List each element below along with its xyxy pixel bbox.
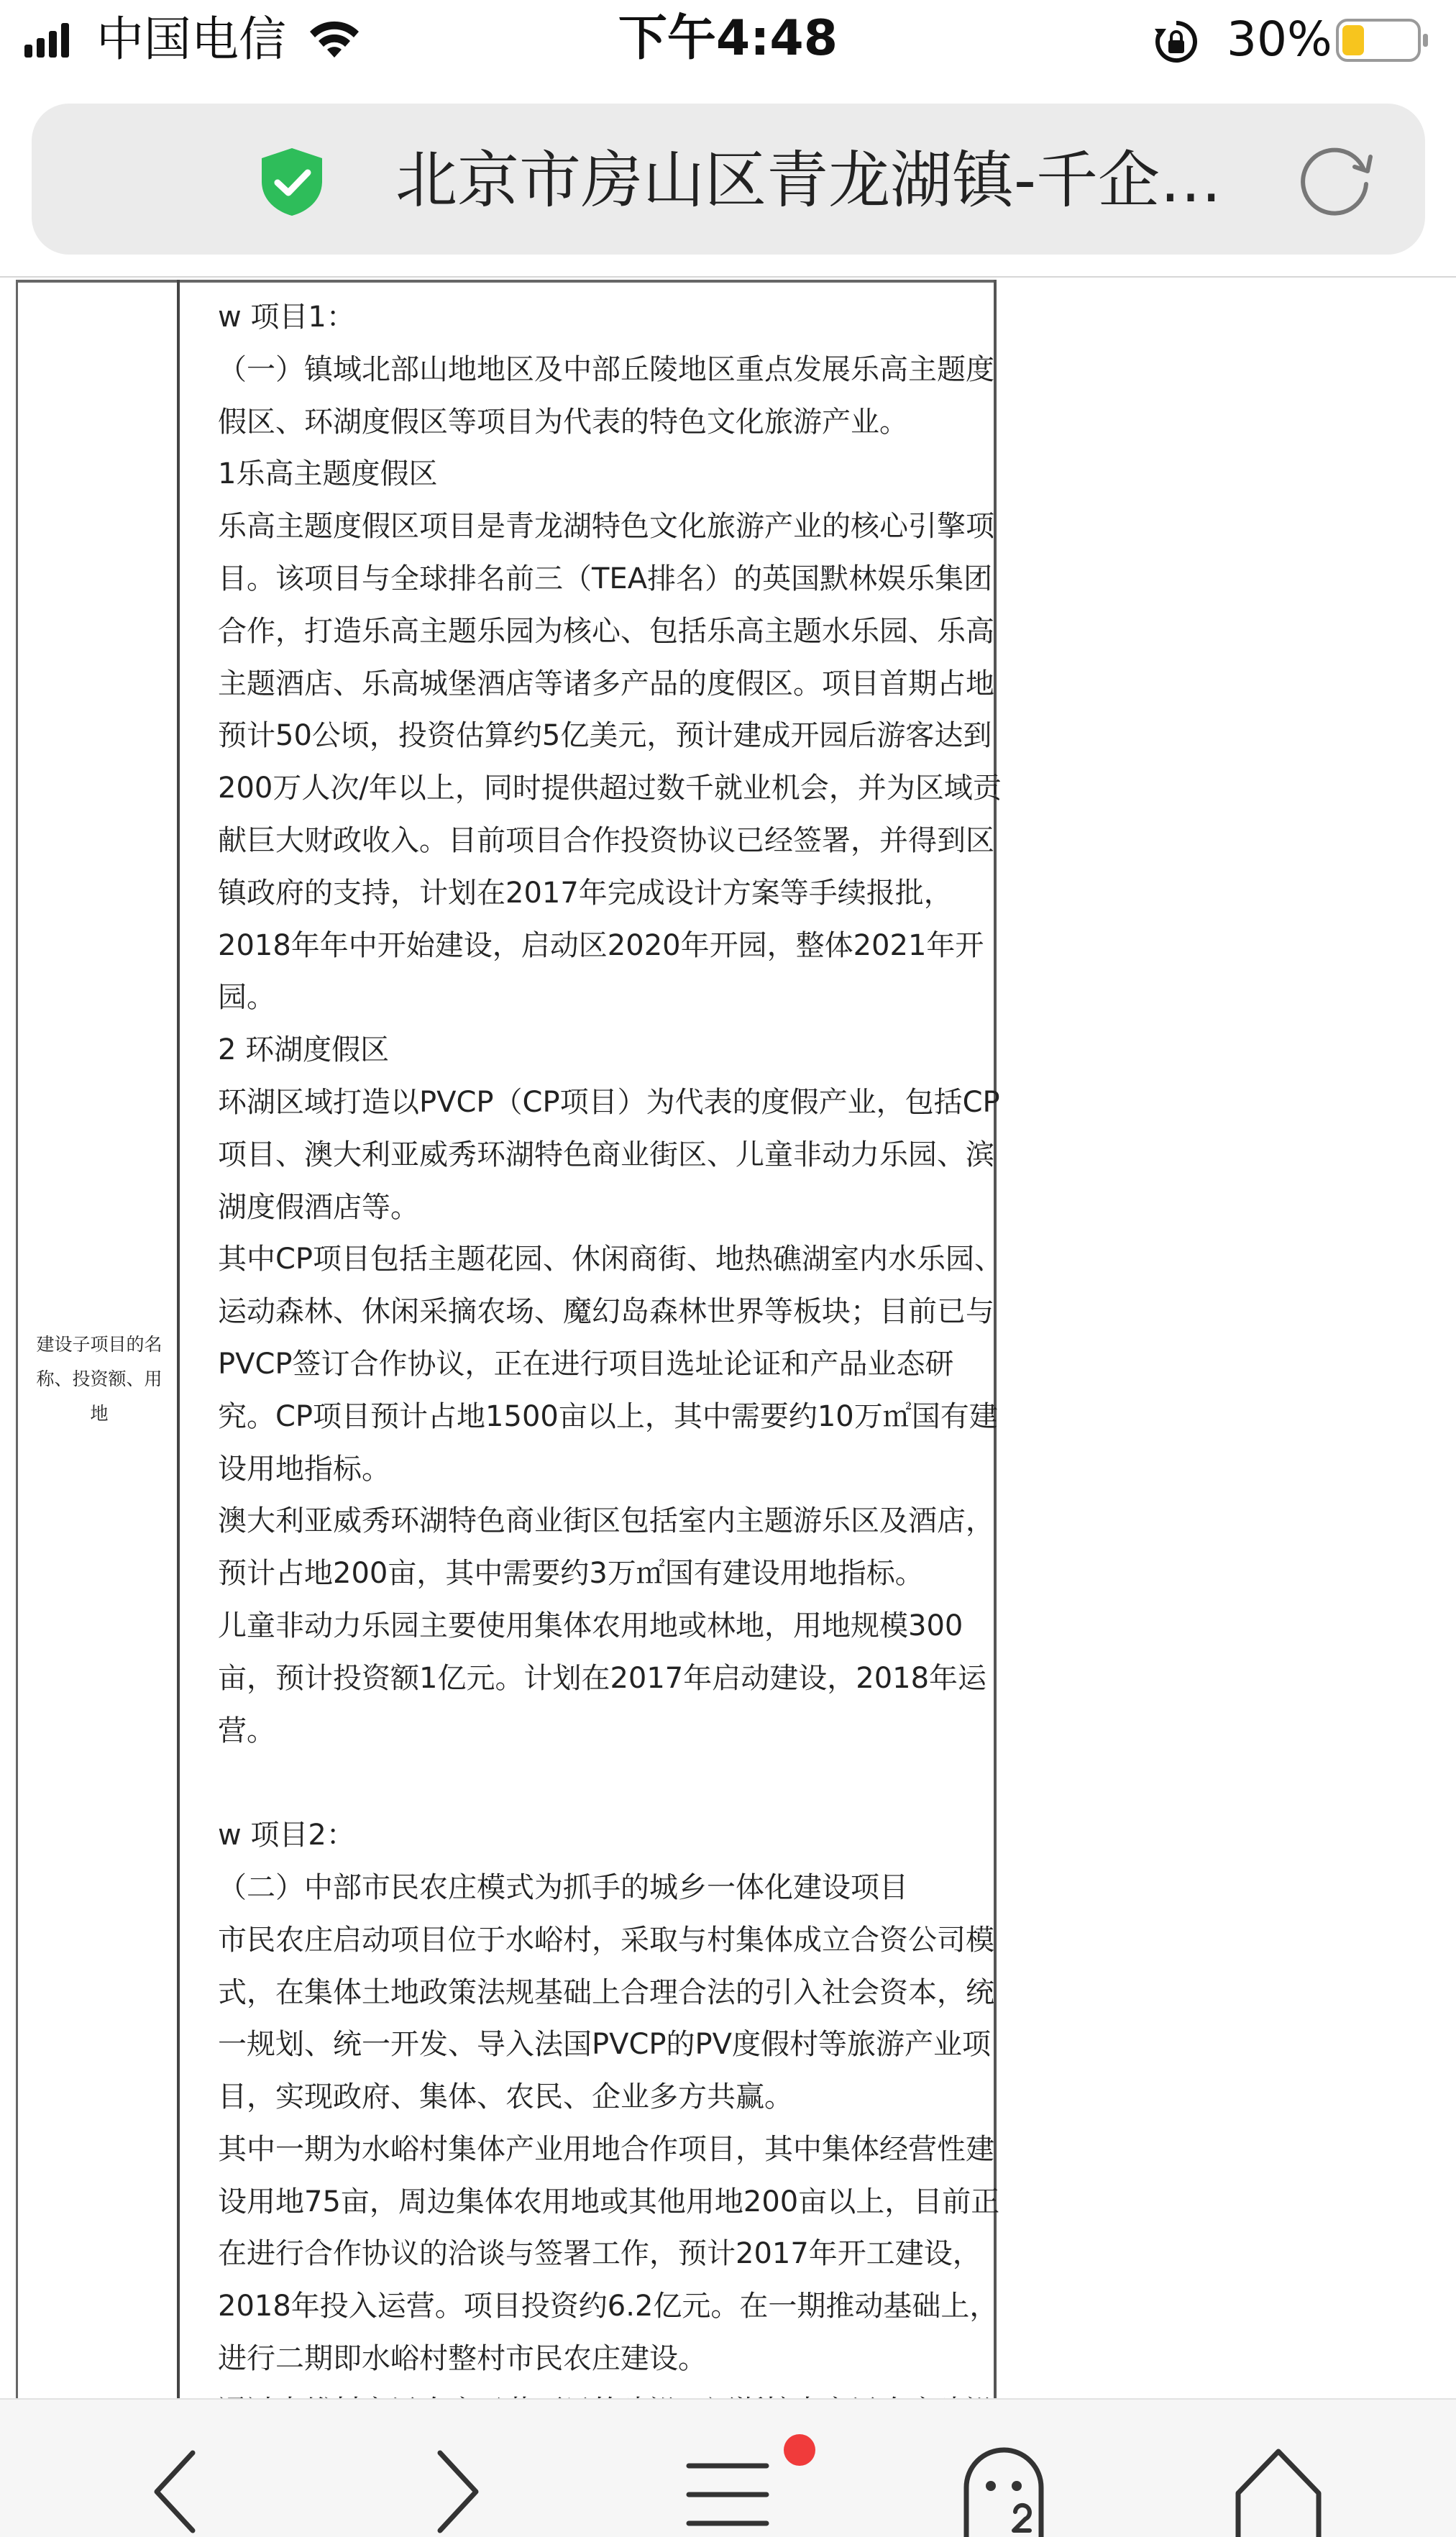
text-line: 在进行合作协议的洽谈与签署工作，预计2017年开工建设， — [218, 2237, 981, 2271]
text-line: 湖度假酒店等。 — [218, 1190, 419, 1224]
reload-icon[interactable] — [1294, 140, 1378, 223]
text-line: 目，实现政府、集体、农民、企业多方共赢。 — [218, 2080, 793, 2114]
ghost-button[interactable] — [953, 2441, 1054, 2537]
table-column-divider — [177, 280, 180, 2398]
text-line: 究。CP项目预计占地1500亩以上，其中需要约10万㎡国有建 — [218, 1399, 998, 1433]
rotation-lock-icon — [1153, 19, 1199, 65]
text-line: 主题酒店、乐高城堡酒店等诸多产品的度假区。项目首期占地 — [218, 667, 994, 700]
text-line: 运动森林、休闲采摘农场、魔幻岛森林世界等板块；目前已与 — [218, 1295, 994, 1329]
text-line: （一）镇域北部山地地区及中部丘陵地区重点发展乐高主题度 — [218, 352, 994, 386]
row-label-line: 建设子项目的名 — [36, 1334, 162, 1355]
text-line: 合作，打造乐高主题乐园为核心、包括乐高主题水乐园、乐高 — [218, 614, 994, 648]
text-line: 镇政府的支持，计划在2017年完成设计方案等手续报批， — [218, 876, 953, 910]
page-divider — [0, 276, 1456, 278]
address-bar[interactable] — [32, 104, 1425, 255]
wifi-icon — [308, 20, 361, 60]
back-button[interactable] — [127, 2441, 227, 2537]
table-left-border — [16, 280, 18, 2398]
text-line: w 项目1： — [218, 301, 355, 334]
text-line: 2018年年中开始建设，启动区2020年开园，整体2021年开 — [218, 928, 984, 962]
text-line: （二）中部市民农庄模式为抓手的城乡一体化建设项目 — [218, 1870, 908, 1904]
text-line: 园。 — [218, 981, 275, 1015]
text-line: 预计占地200亩，其中需要约3万㎡国有建设用地指标。 — [218, 1557, 924, 1591]
text-line: 进行二期即水峪村整村市民农庄建设。 — [218, 2342, 707, 2376]
text-line: 设用地指标。 — [218, 1452, 390, 1486]
document-table — [16, 280, 1004, 2398]
text-line: 假区、环湖度假区等项目为代表的特色文化旅游产业。 — [218, 405, 908, 439]
text-line: 设用地75亩，周边集体农用地或其他用地200亩以上，目前正 — [218, 2185, 1000, 2218]
row-label-cell — [27, 1327, 171, 1431]
text-line: 目。该项目与全球排名前三（TEA排名）的英国默林娱乐集团 — [218, 562, 993, 595]
text-line: 营。 — [218, 1714, 275, 1747]
text-line: 式，在集体土地政策法规基础上合理合法的引入社会资本，统 — [218, 1975, 994, 2009]
text-line: 2018年投入运营。项目投资约6.2亿元。在一期推动基础上， — [218, 2290, 999, 2323]
text-line: w 项目2： — [218, 1819, 355, 1852]
text-line: 1乐高主题度假区 — [218, 457, 438, 491]
row-label-line: 称、投资额、用 — [36, 1368, 162, 1389]
text-line: 乐高主题度假区项目是青龙湖特色文化旅游产业的核心引擎项 — [218, 510, 994, 544]
battery-icon — [1336, 19, 1429, 62]
paragraph-spacer — [218, 1757, 1002, 1809]
battery-percent: 30% — [1227, 12, 1332, 67]
shield-check-icon — [259, 147, 325, 217]
text-line: 澳大利亚威秀环湖特色商业街区包括室内主题游乐区及酒店， — [218, 1504, 994, 1538]
text-line: 200万人次/年以上，同时提供超过数千就业机会，并为区域贡 — [218, 772, 1002, 805]
back-icon — [127, 2441, 227, 2537]
home-icon — [1228, 2441, 1329, 2537]
text-line: 环湖区域打造以PVCP（CP项目）为代表的度假产业，包括CP — [218, 1085, 1000, 1119]
text-line: 项目、澳大利亚威秀环湖特色商业街区、儿童非动力乐园、滨 — [218, 1138, 994, 1171]
text-line: 献巨大财政收入。目前项目合作投资协议已经签署，并得到区 — [218, 823, 994, 857]
text-line: 亩，预计投资额1亿元。计划在2017年启动建设，2018年运 — [218, 1661, 987, 1695]
text-line: 市民农庄启动项目位于水峪村，采取与村集体成立合资公司模 — [218, 1923, 994, 1957]
forward-icon — [407, 2441, 508, 2537]
table-top-border — [16, 280, 997, 283]
project-content-cell — [218, 291, 1002, 2438]
ghost-icon — [953, 2441, 1054, 2537]
bottom-toolbar — [0, 2398, 1456, 2537]
forward-button[interactable] — [407, 2441, 508, 2537]
text-line: PVCP签订合作协议，正在进行项目选址论证和产品业态研 — [218, 1347, 954, 1381]
menu-icon — [677, 2441, 778, 2537]
menu-button[interactable] — [677, 2441, 778, 2537]
row-label-line: 地 — [90, 1403, 109, 1424]
menu-notification-badge — [784, 2434, 815, 2466]
text-line: 一规划、统一开发、导入法国PVCP的PV度假村等旅游产业项 — [218, 2028, 992, 2062]
clock-time: 下午4:48 — [618, 10, 838, 67]
text-line: 其中一期为水峪村集体产业用地合作项目，其中集体经营性建 — [218, 2132, 994, 2166]
text-line: 预计50公顷，投资估算约5亿美元，预计建成开园后游客达到 — [218, 719, 992, 753]
carrier-name: 中国电信 — [96, 12, 286, 67]
signal-icon — [24, 23, 70, 58]
text-line: 2 环湖度假区 — [218, 1033, 390, 1067]
status-bar — [0, 0, 1456, 79]
text-line: 儿童非动力乐园主要使用集体农用地或林地，用地规模300 — [218, 1609, 963, 1642]
home-button[interactable] — [1228, 2441, 1329, 2537]
page-title[interactable]: 北京市房山区青龙湖镇-千企… — [395, 145, 1222, 216]
text-line: 其中CP项目包括主题花园、休闲商街、地热礁湖室内水乐园、 — [218, 1243, 1004, 1276]
